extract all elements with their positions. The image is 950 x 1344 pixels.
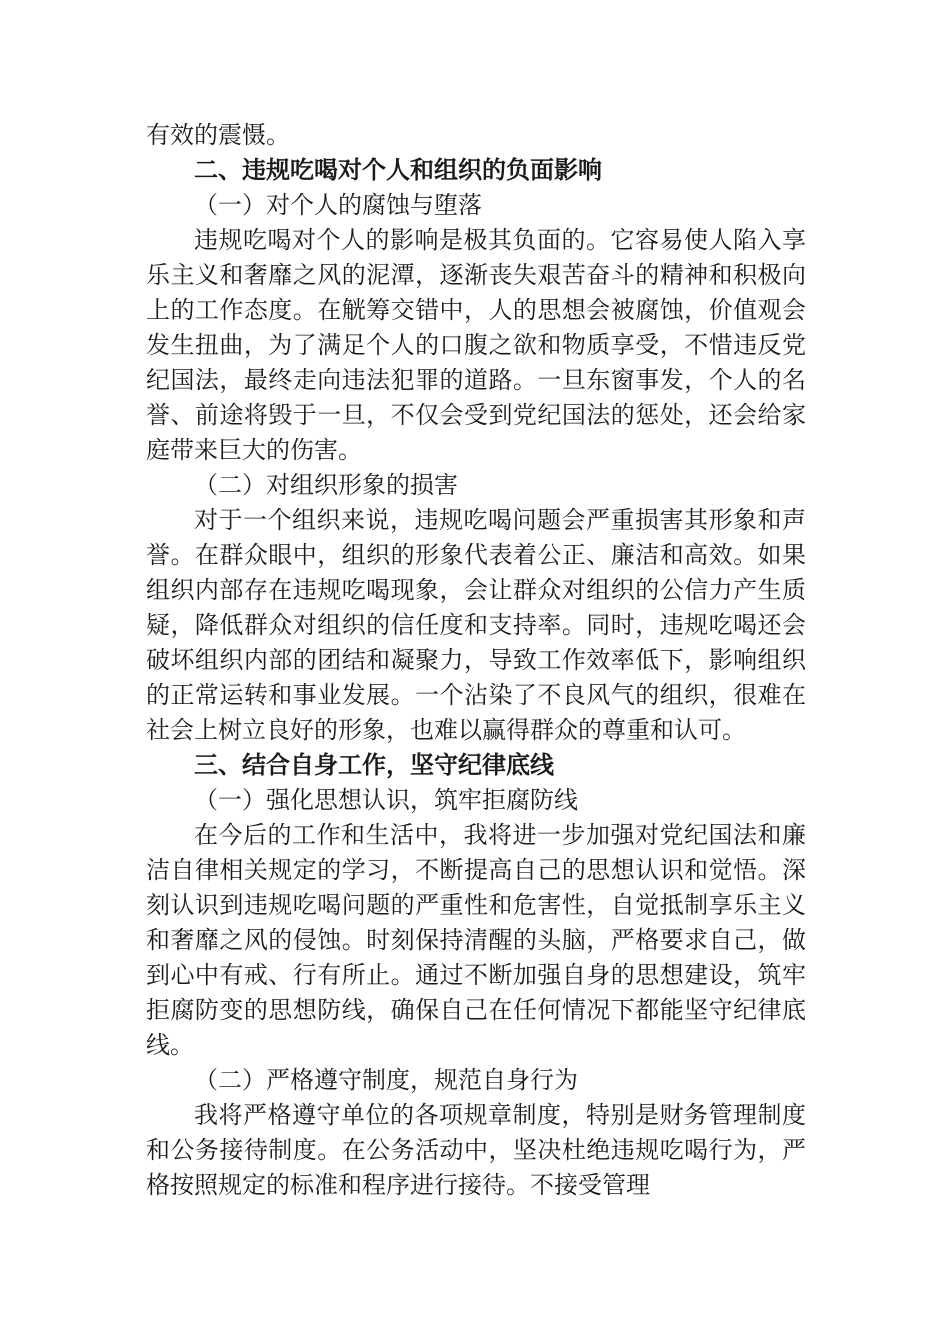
- paragraph: 对于一个组织来说，违规吃喝问题会严重损害其形象和声誉。在群众眼中，组织的形象代表着公正、廉洁和高效。如果组织内部存在违规吃喝现象，会让群众对组织的公信力产生质疑，降低群众对组织的信任度和支持率。同时，违规吃喝还会破坏组织内部的团结和凝聚力，导致工作效率低下，影响组织的正常运转和事业发展。一个沾染了不良风气的组织，很难在社会上树立良好的形象，也难以赢得群众的尊重和认可。: [146, 506, 806, 744]
- subsection-heading-3-2: （二）严格遵守制度，规范自身行为: [194, 1066, 578, 1094]
- section-heading-2: 二、违规吃喝对个人和组织的负面影响: [194, 156, 602, 184]
- paragraph: 我将严格遵守单位的各项规章制度，特别是财务管理制度和公务接待制度。在公务活动中，坚决杜绝违规吃喝行为，严格按照规定的标准和程序进行接待。不接受管理: [146, 1101, 806, 1199]
- paragraph: 在今后的工作和生活中，我将进一步加强对党纪国法和廉洁自律相关规定的学习，不断提高自己的思想认识和觉悟。深刻认识到违规吃喝问题的严重性和危害性，自觉抵制享乐主义和奢靡之风的侵蚀。时刻保持清醒的头脑，严格要求自己，做到心中有戒、行有所止。通过不断加强自身的思想建设，筑牢拒腐防变的思想防线，确保自己在任何情况下都能坚守纪律底线。: [146, 821, 806, 1059]
- document-body: [146, 118, 806, 1203]
- paragraph-continued: 有效的震慑。: [146, 121, 290, 149]
- section-heading-3: 三、结合自身工作，坚守纪律底线: [194, 751, 554, 779]
- subsection-heading-3-1: （一）强化思想认识，筑牢拒腐防线: [194, 786, 578, 814]
- paragraph: 违规吃喝对个人的影响是极其负面的。它容易使人陷入享乐主义和奢靡之风的泥潭，逐渐丧失艰苦奋斗的精神和积极向上的工作态度。在觥筹交错中，人的思想会被腐蚀，价值观会发生扭曲，为了满足个人的口腹之欲和物质享受，不惜违反党纪国法，最终走向违法犯罪的道路。一旦东窗事发，个人的名誉、前途将毁于一旦，不仅会受到党纪国法的惩处，还会给家庭带来巨大的伤害。: [146, 226, 806, 464]
- subsection-heading-2-2: （二）对组织形象的损害: [194, 471, 458, 499]
- subsection-heading-2-1: （一）对个人的腐蚀与堕落: [194, 191, 482, 219]
